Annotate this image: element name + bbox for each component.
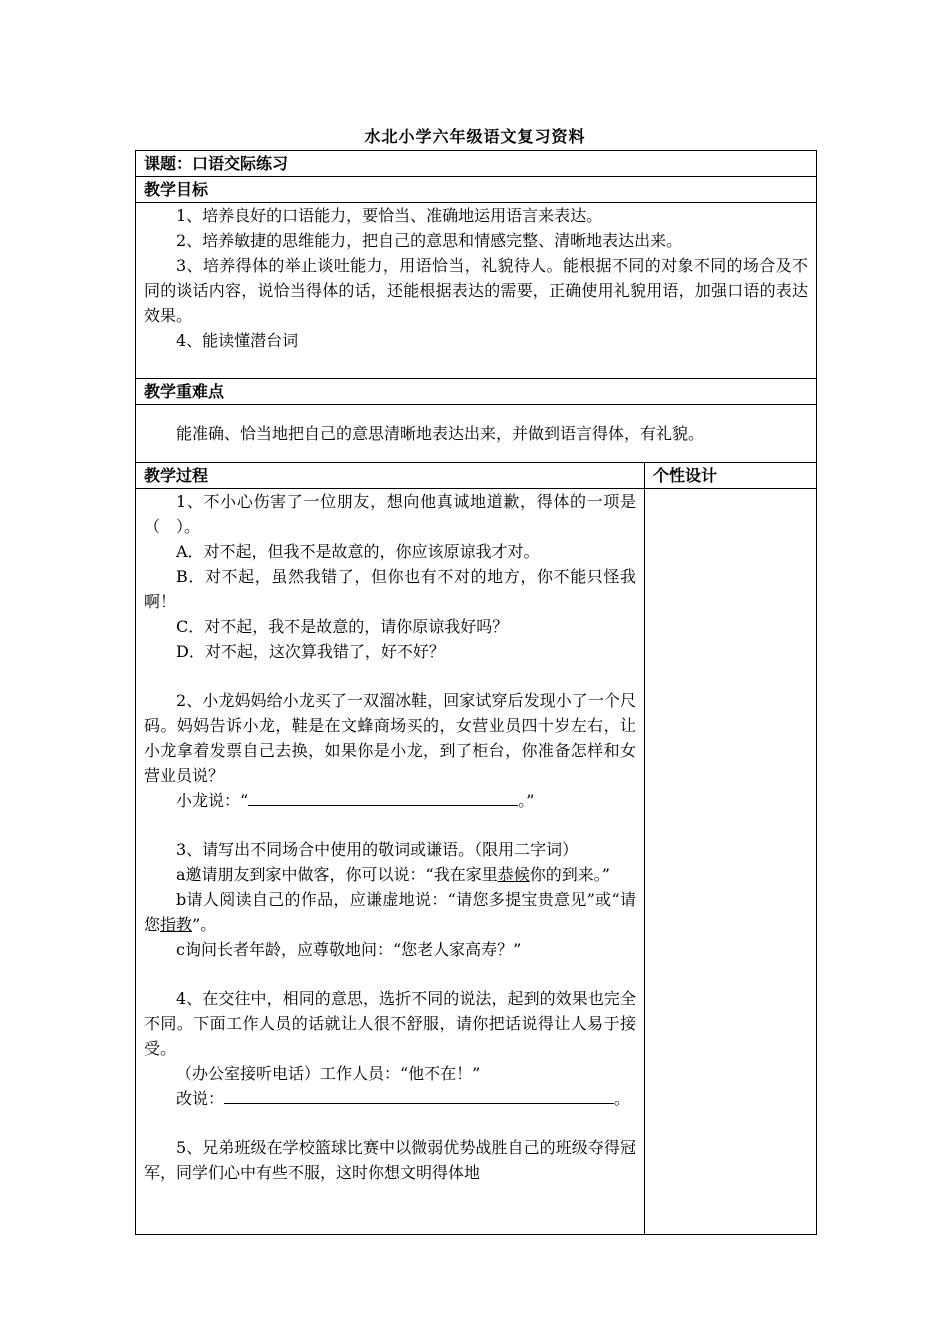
q3-item-c: c询问长者年龄，应尊敬地问：“您老人家高寿？” bbox=[176, 940, 522, 959]
difficulty-cell bbox=[136, 405, 817, 463]
goals-cell bbox=[136, 203, 817, 379]
goals-header: 教学目标 bbox=[136, 177, 817, 203]
q1-stem: 1、不小心伤害了一位朋友，想向他真诚地道歉，得体的一项是（ ）。 bbox=[144, 492, 636, 536]
q3-item-b bbox=[144, 887, 636, 937]
document-title: 水北小学六年级语文复习资料 bbox=[364, 127, 586, 146]
q3-b-before: b请人阅读自己的作品，应谦虚地说：“请您多提宝贵意见”或“请您 bbox=[144, 890, 636, 934]
q3-a-after: 你的到来。” bbox=[529, 865, 610, 884]
topic-cell: 课题：口语交际练习 bbox=[136, 151, 817, 177]
q3-b-answer: 指教 bbox=[160, 915, 193, 934]
process-header: 教学过程 bbox=[136, 463, 645, 489]
q4-answer-prefix: 改说： bbox=[176, 1089, 225, 1108]
q1-option-a: A．对不起，但我不是故意的，你应该原谅我才对。 bbox=[176, 542, 540, 561]
q4-stem: 4、在交往中，相同的意思，选折不同的说法，起到的效果也完全不同。下面工作人员的话就让人很不舒服，请你把话说得让人易于接受。 bbox=[144, 989, 636, 1058]
q2-stem: 2、小龙妈妈给小龙买了一双溜冰鞋，回家试穿后发现小了一个尺码。妈妈告诉小龙，鞋是在文蜂商场买的，女营业员四十岁左右，让小龙拿着发票自己去换，如果你是小龙，到了柜台，你准备怎样和女营业员说？ bbox=[144, 691, 636, 785]
q2-answer-prefix: 小龙说：“ bbox=[176, 791, 249, 810]
q4-answer-suffix: 。 bbox=[614, 1089, 631, 1108]
lesson-table bbox=[135, 150, 817, 1235]
q3-stem: 3、请写出不同场合中使用的敬词或谦语。（限用二字词） bbox=[176, 840, 579, 859]
process-cell bbox=[136, 489, 645, 1235]
goal-3: 3、培养得体的举止谈吐能力，用语恰当，礼貌待人。能根据不同的对象不同的场合及不同的谈话内容，说恰当得体的话，还能根据表达的需要，正确使用礼貌用语，加强口语的表达效果。 bbox=[144, 256, 809, 325]
q3-b-after: ”。 bbox=[192, 915, 217, 934]
q4-scene: （办公室接听电话）工作人员：“他不在！” bbox=[176, 1064, 481, 1083]
q1-option-b: B．对不起，虽然我错了，但你也有不对的地方，你不能只怪我啊！ bbox=[144, 567, 636, 611]
q3-a-before: a邀请朋友到家中做客，你可以说：“我在家里 bbox=[176, 865, 498, 884]
goal-4: 4、能读懂潜台词 bbox=[176, 331, 299, 350]
q2-answer-line bbox=[144, 788, 636, 813]
difficulty-header: 教学重难点 bbox=[136, 379, 817, 405]
q2-answer-suffix: 。” bbox=[518, 791, 535, 810]
q5-stem: 5、兄弟班级在学校篮球比赛中以微弱优势战胜自己的班级夺得冠军，同学们心中有些不服，这时你想文明得体地 bbox=[144, 1138, 636, 1182]
q1-option-d: D．对不起，这次算我错了，好不好？ bbox=[176, 642, 445, 661]
q4-answer-line bbox=[144, 1086, 636, 1111]
q4-answer-blank[interactable] bbox=[224, 1086, 614, 1104]
goal-1: 1、培养良好的口语能力，要恰当、准确地运用语言来表达。 bbox=[176, 206, 603, 225]
design-cell bbox=[645, 489, 817, 1235]
goal-2: 2、培养敏捷的思维能力，把自己的意思和情感完整、清晰地表达出来。 bbox=[176, 231, 683, 250]
q1-option-c: C．对不起，我不是故意的，请你原谅我好吗？ bbox=[176, 617, 509, 636]
difficulty-text: 能准确、恰当地把自己的意思清晰地表达出来，并做到语言得体，有礼貌。 bbox=[176, 424, 705, 443]
q3-a-answer: 恭候 bbox=[497, 865, 530, 884]
design-header: 个性设计 bbox=[645, 463, 817, 489]
q3-item-a bbox=[144, 862, 636, 887]
q2-answer-blank[interactable] bbox=[248, 788, 518, 806]
